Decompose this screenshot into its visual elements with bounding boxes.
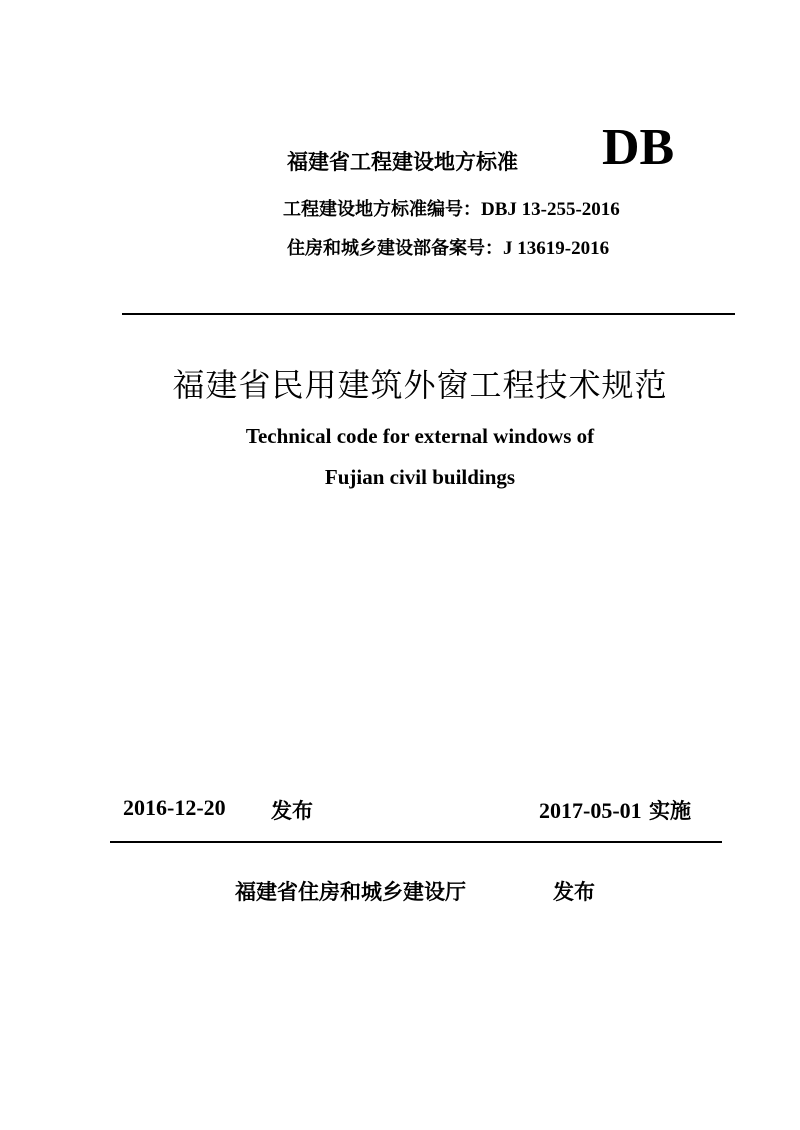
standard-type: 福建省工程建设地方标准 bbox=[287, 150, 518, 174]
standard-number: DBJ 13-255-2016 bbox=[481, 199, 620, 220]
record-number-line bbox=[287, 234, 609, 260]
implement-date-value: 2017-05-01 bbox=[539, 798, 642, 823]
issuer-name: 福建省住房和城乡建设厅 bbox=[235, 880, 466, 904]
title-english-line2: Fujian civil buildings bbox=[324, 465, 516, 489]
publish-label bbox=[271, 795, 313, 825]
issuer-label: 发布 bbox=[553, 880, 595, 904]
implement-label: 实施 bbox=[648, 799, 691, 823]
standard-number-label: 工程建设地方标准编号： bbox=[283, 199, 481, 220]
db-mark: DB bbox=[602, 119, 675, 176]
publish-label-text: 发布 bbox=[271, 799, 313, 823]
title-english-line1: Technical code for external windows of bbox=[245, 424, 595, 448]
bottom-divider bbox=[110, 841, 722, 843]
publish-date bbox=[123, 795, 226, 821]
title-chinese: 福建省民用建筑外窗工程技术规范 bbox=[172, 366, 668, 404]
record-number-label: 住房和城乡建设部备案号： bbox=[287, 238, 503, 259]
implement-date bbox=[539, 795, 691, 825]
standard-number-line bbox=[283, 195, 620, 221]
top-divider bbox=[122, 313, 735, 315]
record-number: J 13619-2016 bbox=[503, 238, 610, 259]
publish-date-value: 2016-12-20 bbox=[123, 795, 226, 820]
